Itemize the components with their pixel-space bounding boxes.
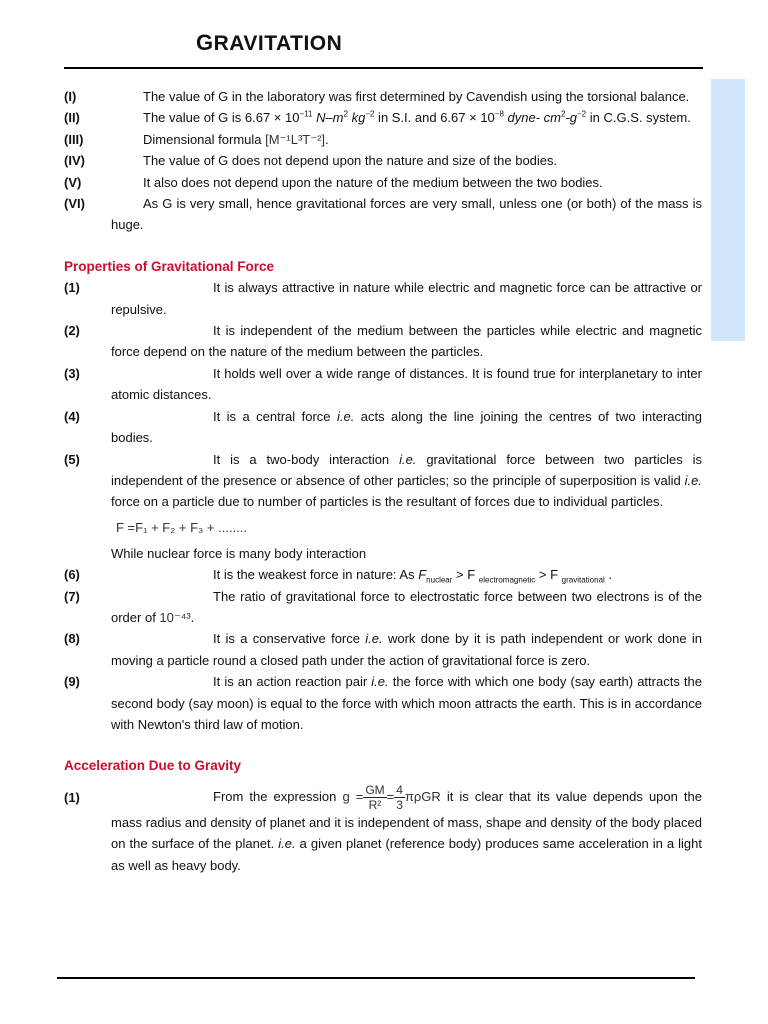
exponent: −11 — [299, 110, 313, 120]
exponent: 2 — [343, 110, 348, 120]
denominator: R² — [368, 797, 382, 812]
top-rule — [64, 67, 703, 69]
fact-number: (VI) — [64, 196, 85, 212]
ie-abbrev: i.e. — [684, 472, 702, 488]
fraction-4-3 — [394, 783, 405, 812]
bottom-rule — [57, 977, 695, 979]
fact-text: The value of G does not depend upon the nature and size of the bodies. — [143, 153, 558, 169]
nuclear-note: While nuclear force is many body interaction — [111, 545, 367, 561]
ie-abbrev: i.e. — [336, 408, 355, 424]
property-text: It is a central force — [213, 408, 337, 424]
property-item — [64, 449, 702, 513]
unit: kg — [347, 110, 366, 126]
g-symbol: g = — [342, 788, 364, 804]
property-text: . — [604, 567, 613, 583]
property-number: (6) — [64, 567, 80, 583]
property-text: force on a particle due to number of particles is the resultant of forces due to individual particles. — [111, 494, 664, 510]
fact-number: (II) — [64, 110, 80, 126]
dimensional-formula: [M⁻¹L³T⁻²] — [265, 131, 326, 147]
property-item — [64, 671, 702, 735]
property-text: the force with which one body (say earth) attracts the second body (say moon) is equal to the force with which moon attracts the earth. This is in accordance with Newton's third law of motion. — [111, 674, 702, 732]
numerator: GM — [365, 782, 385, 797]
property-item — [64, 363, 702, 406]
property-text: > F — [535, 567, 562, 583]
title-initial: G — [196, 30, 214, 55]
unit: N–m — [312, 110, 344, 126]
unit: dyne- cm — [503, 110, 561, 126]
property-item — [64, 628, 702, 671]
fact-text: It also does not depend upon the nature of the medium between the two bodies. — [143, 174, 603, 190]
property-number: (1) — [64, 280, 80, 296]
ie-abbrev: i.e. — [365, 631, 383, 647]
acceleration-heading: Acceleration Due to Gravity — [64, 758, 242, 774]
order-formula: 10⁻⁴³ — [159, 609, 191, 625]
property-text: It is independent of the medium between the particles while electric and magnetic force depend on the nature of the medium between the particles. — [111, 323, 702, 360]
ie-abbrev: i.e. — [399, 451, 417, 467]
unit: -g — [565, 110, 577, 126]
acceleration-item — [64, 783, 702, 876]
exponent: −8 — [494, 110, 504, 120]
property-text: It holds well over a wide range of distances. It is found true for interplanetary to inter atomic distances. — [111, 365, 702, 403]
property-text: . — [190, 609, 195, 625]
property-number: (5) — [64, 451, 80, 467]
numerator: 4 — [396, 782, 403, 797]
subscript: gravitational — [561, 575, 605, 585]
fact-item — [64, 129, 702, 150]
property-text: It is a two-body interaction — [213, 451, 400, 467]
acceleration-number: (1) — [64, 789, 80, 805]
title-rest: RAVITATION — [213, 32, 343, 55]
formula-tail: πρGR — [404, 788, 441, 804]
fact-number: (IV) — [64, 153, 85, 169]
fact-text: in S.I. and 6.67 × 10 — [374, 110, 495, 126]
property-item — [64, 320, 702, 363]
fact-text: in C.G.S. system. — [586, 110, 691, 126]
properties-heading: Properties of Gravitational Force — [64, 258, 275, 274]
page-title — [196, 30, 342, 56]
denominator: 3 — [396, 797, 403, 812]
exponent: −2 — [365, 110, 375, 120]
ie-abbrev: i.e. — [371, 674, 389, 690]
property-item — [64, 277, 702, 320]
acceleration-text: a given planet (reference body) produces same acceleration in a light as well as heavy body. — [111, 836, 702, 873]
fact-text: The value of G in the laboratory was first determined by Cavendish using the torsional balance. — [143, 89, 690, 104]
fact-number: (III) — [64, 131, 84, 147]
fraction-gm-r2 — [363, 783, 386, 812]
property-item — [64, 406, 702, 449]
gravity-formula — [342, 782, 441, 812]
superposition-formula — [64, 513, 702, 543]
property-text: It is the weakest force in nature: As — [213, 567, 419, 583]
property-text: > F — [452, 567, 479, 583]
fact-text: . — [325, 131, 329, 147]
property-text: It is an action reaction pair — [213, 674, 372, 690]
acceleration-text: From the expression — [213, 788, 343, 804]
superposition-equation: F =F₁ + F₂ + F₃ + ........ — [116, 519, 248, 535]
property-text: acts along the line joining the centres of two interacting bodies. — [111, 408, 702, 446]
force-symbol: F — [418, 567, 427, 583]
property-number: (2) — [64, 323, 80, 339]
main-content — [64, 86, 702, 876]
fact-item — [64, 193, 702, 236]
fact-item — [64, 150, 702, 171]
fact-text: The value of G is 6.67 × 10 — [143, 110, 300, 126]
exponent: −2 — [577, 110, 587, 120]
property-item — [64, 586, 702, 629]
equals-sign: = — [386, 788, 395, 804]
subscript: nuclear — [426, 575, 453, 585]
fact-item — [64, 172, 702, 193]
property-number: (4) — [64, 408, 80, 424]
fact-number: (V) — [64, 174, 82, 190]
fact-text: As G is very small, hence gravitational forces are very small, unless one (or both) of the mass is huge. — [111, 196, 702, 233]
property-text: It is always attractive in nature while electric and magnetic force can be attractive or repulsive. — [111, 280, 702, 317]
exponent: 2 — [560, 110, 566, 120]
side-tab — [711, 79, 745, 341]
property-number: (8) — [64, 631, 80, 647]
fact-number: (I) — [64, 89, 77, 104]
fact-text: Dimensional formula — [143, 131, 266, 147]
subscript: electromagnetic — [478, 575, 536, 585]
fact-item — [64, 86, 702, 107]
property-number: (7) — [64, 588, 80, 604]
fact-item — [64, 107, 702, 128]
acceleration-text: it is clear that its value depends upon the mass radius and density of planet and it is independent of mass, shape and density of the body placed on the surface of the planet. — [111, 788, 702, 852]
property-item — [64, 564, 702, 585]
property-text: The ratio of gravitational force to electrostatic force between two electrons is of the order of — [111, 588, 702, 625]
property-text: It is a conservative force — [213, 631, 366, 647]
property-text: work done by it is path independent or work done in moving a particle round a closed path under the action of gravitational force is zero. — [111, 631, 702, 668]
property-number: (9) — [64, 674, 80, 690]
property-number: (3) — [64, 365, 80, 381]
ie-abbrev: i.e. — [278, 836, 296, 852]
property-text: gravitational force between two particles is independent of the presence or absence of other particles; so the principle of superposition is valid — [111, 451, 702, 488]
